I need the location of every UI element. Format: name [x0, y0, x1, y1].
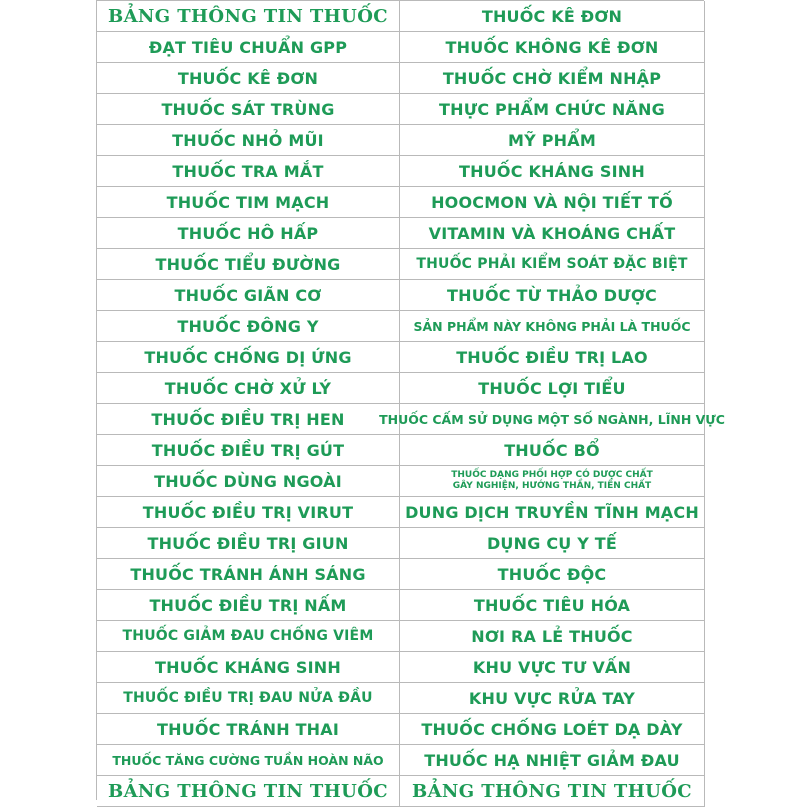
label-right-21: NƠI RA LẺ THUỐC	[400, 621, 705, 652]
label-left-2: ĐẠT TIÊU CHUẨN GPP	[97, 32, 400, 63]
label-right-12: THUỐC ĐIỀU TRỊ LAO	[400, 342, 705, 373]
label-left-8: THUỐC HÔ HẤP	[97, 218, 400, 249]
label-left-13: THUỐC CHỜ XỬ LÝ	[97, 373, 400, 404]
label-right-25: THUỐC HẠ NHIỆT GIẢM ĐAU	[400, 745, 705, 776]
label-right-10: THUỐC TỪ THẢO DƯỢC	[400, 280, 705, 311]
label-left-14: THUỐC ĐIỀU TRỊ HEN	[97, 404, 400, 435]
label-right-15: THUỐC BỔ	[400, 435, 705, 466]
label-left-title-top: BẢNG THÔNG TIN THUỐC	[97, 1, 400, 32]
label-right-1: THUỐC KÊ ĐƠN	[400, 1, 705, 32]
label-right-18: DỤNG CỤ Y TẾ	[400, 528, 705, 559]
label-right-16	[400, 466, 705, 497]
label-left-10: THUỐC GIÃN CƠ	[97, 280, 400, 311]
label-left-11: THUỐC ĐÔNG Y	[97, 311, 400, 342]
label-left-18: THUỐC ĐIỀU TRỊ GIUN	[97, 528, 400, 559]
label-left-9: THUỐC TIỂU ĐƯỜNG	[97, 249, 400, 280]
label-left-22: THUỐC KHÁNG SINH	[97, 652, 400, 683]
label-sheet	[96, 0, 725, 802]
label-left-20: THUỐC ĐIỀU TRỊ NẤM	[97, 590, 400, 621]
label-right-7: HOOCMON VÀ NỘI TIẾT TỐ	[400, 187, 705, 218]
label-left-3: THUỐC KÊ ĐƠN	[97, 63, 400, 94]
label-left-16: THUỐC DÙNG NGOÀI	[97, 466, 400, 497]
label-left-19: THUỐC TRÁNH ÁNH SÁNG	[97, 559, 400, 590]
label-left-17: THUỐC ĐIỀU TRỊ VIRUT	[97, 497, 400, 528]
label-right-3: THUỐC CHỜ KIỂM NHẬP	[400, 63, 705, 94]
label-right-14: THUỐC CẤM SỬ DỤNG MỘT SỐ NGÀNH, LĨNH VỰC	[400, 404, 705, 435]
label-left-21: THUỐC GIẢM ĐAU CHỐNG VIÊM	[97, 621, 400, 652]
label-right-5: MỸ PHẨM	[400, 125, 705, 156]
label-left-5: THUỐC NHỎ MŨI	[97, 125, 400, 156]
label-right-13: THUỐC LỢI TIỂU	[400, 373, 705, 404]
label-right-23: KHU VỰC RỬA TAY	[400, 683, 705, 714]
label-right-16-line-2: GÂY NGHIỆN, HƯỚNG THẦN, TIỀN CHẤT	[452, 481, 652, 491]
label-right-11: SẢN PHẨM NÀY KHÔNG PHẢI LÀ THUỐC	[400, 311, 705, 342]
label-right-2: THUỐC KHÔNG KÊ ĐƠN	[400, 32, 705, 63]
label-right-20: THUỐC TIÊU HÓA	[400, 590, 705, 621]
label-left-7: THUỐC TIM MẠCH	[97, 187, 400, 218]
label-right-title-bottom: BẢNG THÔNG TIN THUỐC	[400, 776, 705, 807]
label-right-9: THUỐC PHẢI KIỂM SOÁT ĐẶC BIỆT	[400, 249, 705, 280]
label-left-24: THUỐC TRÁNH THAI	[97, 714, 400, 745]
label-right-4: THỰC PHẨM CHỨC NĂNG	[400, 94, 705, 125]
label-right-24: THUỐC CHỐNG LOÉT DẠ DÀY	[400, 714, 705, 745]
label-right-8: VITAMIN VÀ KHOÁNG CHẤT	[400, 218, 705, 249]
label-left-4: THUỐC SÁT TRÙNG	[97, 94, 400, 125]
label-left-6: THUỐC TRA MẮT	[97, 156, 400, 187]
label-right-16-line-1: THUỐC DẠNG PHỐI HỢP CÓ DƯỢC CHẤT	[451, 470, 653, 480]
label-left-15: THUỐC ĐIỀU TRỊ GÚT	[97, 435, 400, 466]
label-left-title-bottom: BẢNG THÔNG TIN THUỐC	[97, 776, 400, 807]
label-right-17: DUNG DỊCH TRUYỀN TĨNH MẠCH	[400, 497, 705, 528]
label-left-25: THUỐC TĂNG CƯỜNG TUẦN HOÀN NÃO	[97, 745, 400, 776]
label-right-6: THUỐC KHÁNG SINH	[400, 156, 705, 187]
label-left-12: THUỐC CHỐNG DỊ ỨNG	[97, 342, 400, 373]
label-left-23: THUỐC ĐIỀU TRỊ ĐAU NỬA ĐẦU	[97, 683, 400, 714]
label-right-19: THUỐC ĐỘC	[400, 559, 705, 590]
label-right-22: KHU VỰC TƯ VẤN	[400, 652, 705, 683]
